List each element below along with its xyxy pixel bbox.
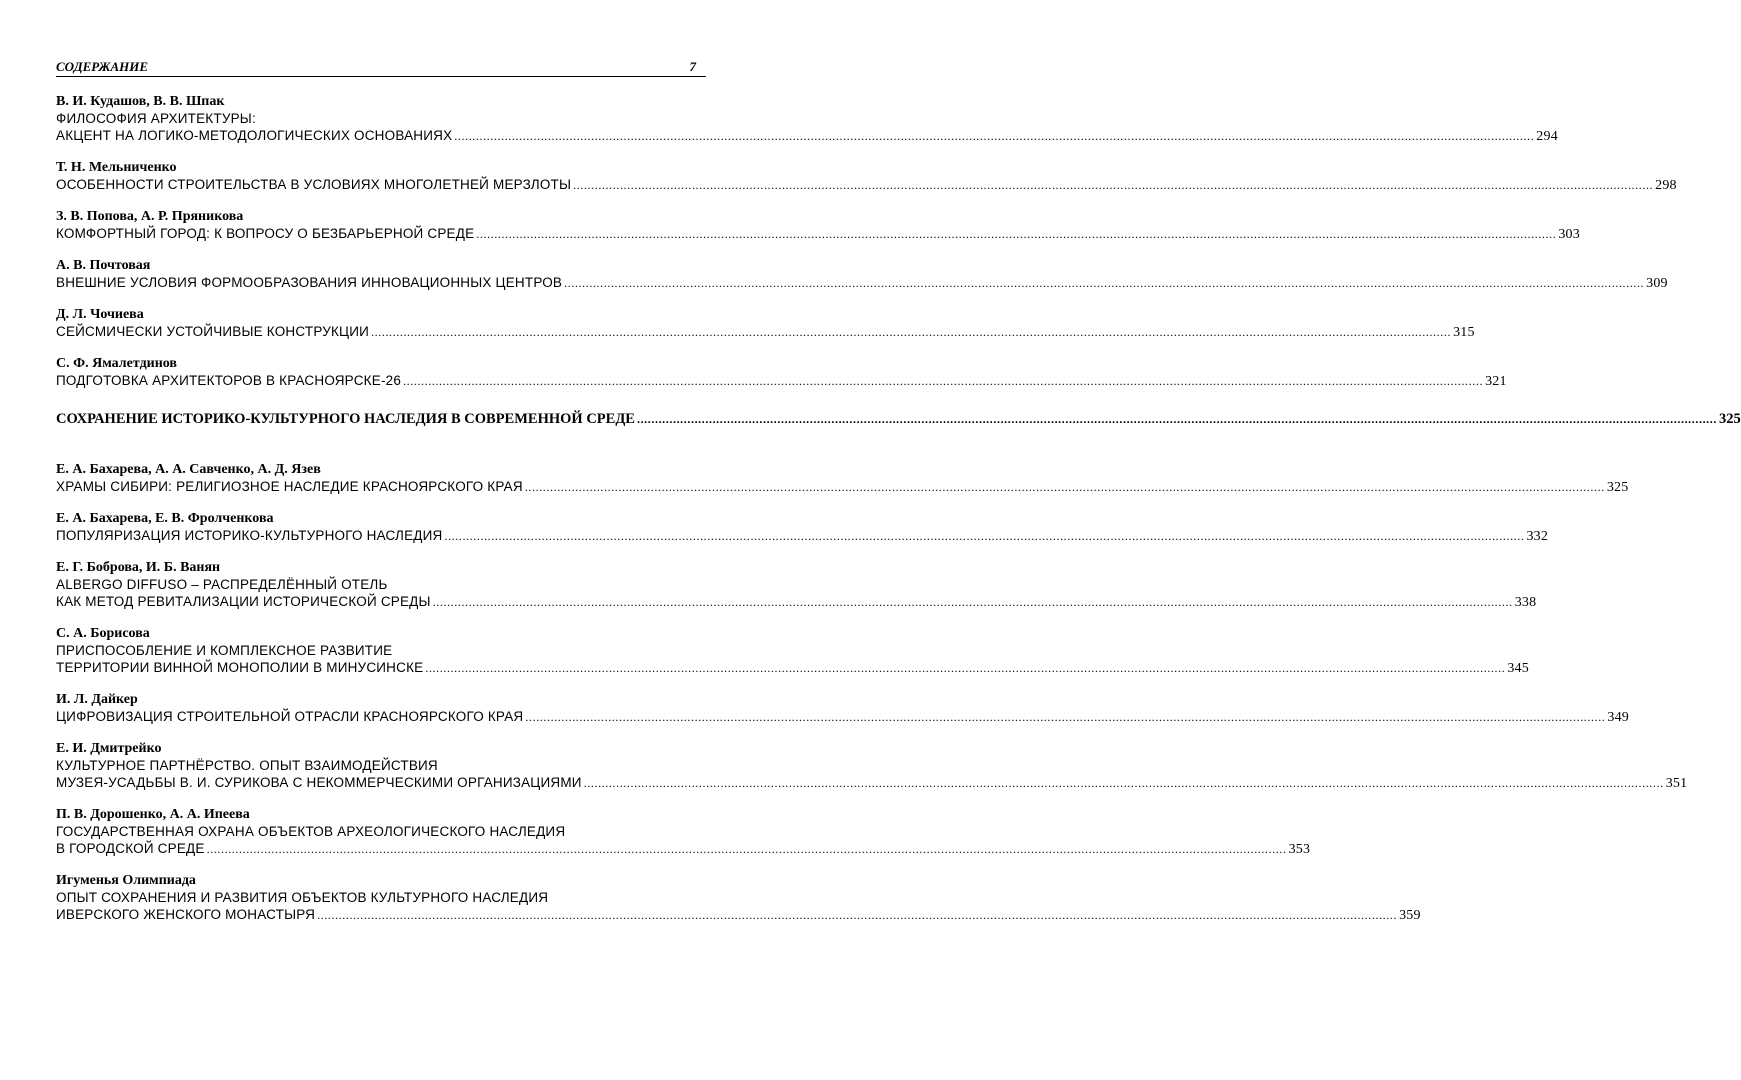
entry-authors: З. В. Попова, А. Р. Пряникова [56,209,244,224]
entry-title-line: ФИЛОСОФИЯ АРХИТЕКТУРЫ: [56,111,256,126]
leader-dots: ............................................................................................................................................................................................................................................................................................................ [425,661,1506,675]
toc-entry[interactable] [56,691,1629,726]
entry-title-line [56,323,1475,341]
toc-entry[interactable] [56,461,1629,496]
entry-authors: С. А. Борисова [56,626,150,641]
running-head [56,59,706,77]
toc-entry[interactable] [56,306,1475,341]
leader-dots: ............................................................................................................................................................................................................................................................................................................ [317,908,1398,922]
leader-dots: ............................................................................................................................................................................................................................................................................................................ [371,325,1452,339]
leader-dots: ............................................................................................................................................................................................................................................................................................................ [583,776,1664,790]
entry-page-number: 294 [1536,129,1558,144]
running-head-title: СОДЕРЖАНИЕ [56,59,149,74]
entry-authors: В. И. Кудашов, В. В. Шпак [56,94,225,109]
entry-title-text: В ГОРОДСКОЙ СРЕДЕ [56,841,205,856]
entry-authors: Т. Н. Мельниченко [56,160,177,175]
entry-page-number: 349 [1607,710,1629,725]
entry-title-text: ОСОБЕННОСТИ СТРОИТЕЛЬСТВА В УСЛОВИЯХ МНОГОЛЕТНЕЙ МЕРЗЛОТЫ [56,177,572,192]
entry-page-number: 325 [1606,480,1629,495]
leader-dots: ............................................................................................................................................................................................................................................................................................................ [206,842,1287,856]
entry-title-line: ALBERGO DIFFUSO – РАСПРЕДЕЛЁННЫЙ ОТЕЛЬ [56,577,388,592]
entry-title-line [56,527,1549,545]
entry-page-number: 315 [1453,325,1475,340]
section-page-number: 325 [1718,411,1741,427]
entry-title-line [56,659,1529,677]
entry-authors: Е. А. Бахарева, Е. В. Фролченкова [56,511,274,526]
toc-entry[interactable] [56,625,1529,677]
entry-authors: А. В. Почтовая [56,258,151,273]
entry-title-line [56,840,1311,858]
entry-page-number: 303 [1558,227,1580,242]
entry-title-text: ИВЕРСКОГО ЖЕНСКОГО МОНАСТЫРЯ [56,907,316,922]
entry-page-number: 359 [1399,908,1421,923]
entry-title-text: МУЗЕЯ-УСАДЬБЫ В. И. СУРИКОВА С НЕКОММЕРЧЕСКИМИ ОРГАНИЗАЦИЯМИ [56,775,582,790]
entry-title-line [56,774,1688,792]
entry-title-text: АКЦЕНТ НА ЛОГИКО-МЕТОДОЛОГИЧЕСКИХ ОСНОВАНИЯХ [56,128,453,143]
entry-authors: Е. И. Дмитрейко [56,741,162,756]
toc-entry[interactable] [56,257,1668,292]
section-heading[interactable] [56,410,1741,428]
toc-entry[interactable] [56,355,1507,390]
toc-entry[interactable] [56,208,1580,243]
entry-title-line [56,708,1629,726]
entry-title-line [56,478,1629,496]
page-number: 7 [689,59,696,74]
toc-block-1 [56,93,1677,390]
leader-dots: ............................................................................................................................................................................................................................................................................................................ [444,529,1525,543]
table-of-contents [56,93,1741,938]
entry-title-text: КАК МЕТОД РЕВИТАЛИЗАЦИИ ИСТОРИЧЕСКОЙ СРЕДЫ [56,594,431,609]
toc-entry[interactable] [56,559,1537,611]
toc-block-2 [56,461,1688,924]
entry-title-text: ПОДГОТОВКА АРХИТЕКТОРОВ В КРАСНОЯРСКЕ-26 [56,373,402,388]
entry-title-line: ГОСУДАРСТВЕННАЯ ОХРАНА ОБЪЕКТОВ АРХЕОЛОГИЧЕСКОГО НАСЛЕДИЯ [56,824,566,839]
entry-title-text: ЦИФРОВИЗАЦИЯ СТРОИТЕЛЬНОЙ ОТРАСЛИ КРАСНОЯРСКОГО КРАЯ [56,709,524,724]
entry-title-text: КОМФОРТНЫЙ ГОРОД: К ВОПРОСУ О БЕЗБАРЬЕРНОЙ СРЕДЕ [56,226,475,241]
toc-entry[interactable] [56,159,1677,194]
entry-authors: И. Л. Дайкер [56,692,138,707]
entry-title-text: ТЕРРИТОРИИ ВИННОЙ МОНОПОЛИИ В МИНУСИНСКЕ [56,660,424,675]
leader-dots: ............................................................................................................................................................................................................................................................................................................ [525,710,1606,724]
entry-authors: Е. Г. Боброва, И. Б. Ванян [56,560,221,575]
leader-dots: ............................................................................................................................................................................................................................................................................................................ [454,129,1535,143]
entry-authors: Игуменья Олимпиада [56,873,196,888]
toc-entry[interactable] [56,872,1421,924]
leader-dots: ............................................................................................................................................................................................................................................................................................................ [476,227,1557,241]
leader-dots: ............................................................................................................................................................................................................................................................................................................ [403,374,1484,388]
entry-title-text: ПОПУЛЯРИЗАЦИЯ ИСТОРИКО-КУЛЬТУРНОГО НАСЛЕДИЯ [56,528,443,543]
entry-authors: Д. Л. Чочиева [56,307,144,322]
entry-title-line [56,274,1668,292]
entry-title-text: ХРАМЫ СИБИРИ: РЕЛИГИОЗНОЕ НАСЛЕДИЕ КРАСНОЯРСКОГО КРАЯ [56,479,523,494]
leader-dots: ............................................................................................................................................................................................................................................................................................................ [636,412,1717,426]
entry-title-text: СЕЙСМИЧЕСКИ УСТОЙЧИВЫЕ КОНСТРУКЦИИ [56,324,370,339]
entry-page-number: 353 [1288,842,1311,857]
entry-page-number: 309 [1646,276,1668,291]
entry-authors: Е. А. Бахарева, А. А. Савченко, А. Д. Язев [56,462,321,477]
toc-entry[interactable] [56,806,1311,858]
entry-title-line [56,372,1507,390]
entry-title-line: ПРИСПОСОБЛЕНИЕ И КОМПЛЕКСНОЕ РАЗВИТИЕ [56,643,393,658]
leader-dots: ............................................................................................................................................................................................................................................................................................................ [524,480,1605,494]
toc-entry[interactable] [56,740,1688,792]
toc-entry[interactable] [56,93,1558,145]
leader-dots: ............................................................................................................................................................................................................................................................................................................ [432,595,1513,609]
leader-dots: ............................................................................................................................................................................................................................................................................................................ [573,178,1654,192]
entry-page-number: 321 [1485,374,1507,389]
entry-page-number: 298 [1655,178,1677,193]
entry-title-line [56,593,1537,611]
entry-title-line [56,176,1677,194]
entry-page-number: 351 [1665,776,1688,791]
entry-title-text: ВНЕШНИЕ УСЛОВИЯ ФОРМООБРАЗОВАНИЯ ИННОВАЦИОННЫХ ЦЕНТРОВ [56,275,563,290]
entry-title-line [56,906,1421,924]
entry-title-line [56,225,1580,243]
entry-title-line: ОПЫТ СОХРАНЕНИЯ И РАЗВИТИЯ ОБЪЕКТОВ КУЛЬТУРНОГО НАСЛЕДИЯ [56,890,549,905]
entry-authors: С. Ф. Ямалетдинов [56,356,177,371]
entry-page-number: 332 [1526,529,1549,544]
entry-page-number: 338 [1514,595,1537,610]
section-title: СОХРАНЕНИЕ ИСТОРИКО-КУЛЬТУРНОГО НАСЛЕДИЯ В СОВРЕМЕННОЙ СРЕДЕ [56,411,635,427]
leader-dots: ............................................................................................................................................................................................................................................................................................................ [564,276,1645,290]
entry-page-number: 345 [1507,661,1529,676]
entry-title-line: КУЛЬТУРНОЕ ПАРТНЁРСТВО. ОПЫТ ВЗАИМОДЕЙСТВИЯ [56,758,438,773]
toc-entry[interactable] [56,510,1549,545]
entry-title-line [56,127,1558,145]
entry-authors: П. В. Дорошенко, А. А. Ипеева [56,807,250,822]
